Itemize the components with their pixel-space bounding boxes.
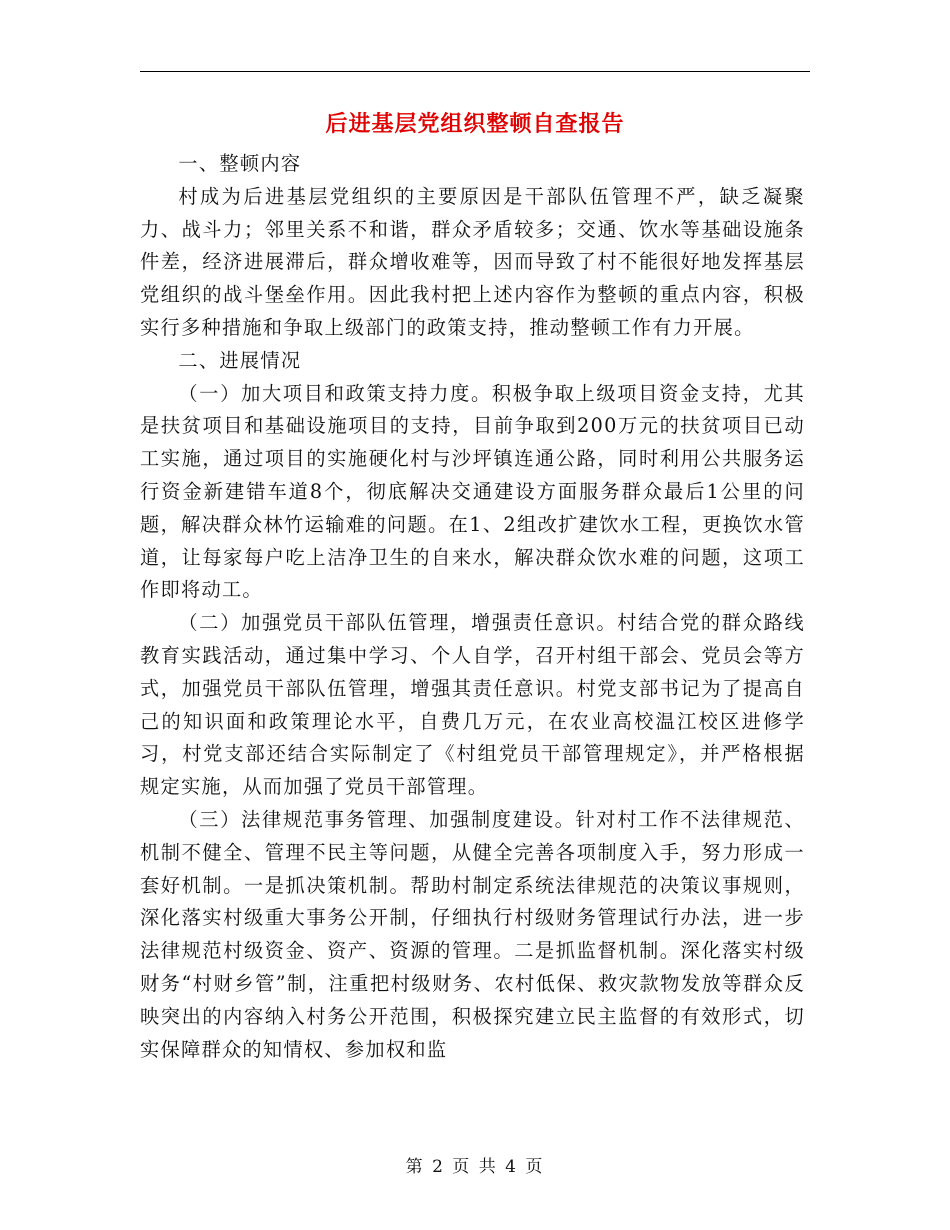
page-footer: 第 2 页 共 4 页 [405,1157,545,1177]
paragraph-4: （三）法律规范事务管理、加强制度建设。针对村工作不法律规范、机制不健全、管理不民主等问题，从健全完善各项制度入手，努力形成一套好机制。一是抓决策机制。帮助村制定系统法律规范的决策议事规则，深化落实村级重大事务公开制，仔细执行村级财务管理试行办法，进一步法律规范村级资金、资产、资源的管理。二是抓监督机制。深化落实村级财务“村财乡管”制，注重把村级财务、农村低保、救灾款物发放等群众反映突出的内容纳入村务公开范围，积极探究建立民主监督的有效形式，切实保障群众的知情权、参加权和监 [140,807,805,1061]
paragraph-1: 村成为后进基层党组织的主要原因是干部队伍管理不严，缺乏凝聚力、战斗力；邻里关系不和谐，群众矛盾较多；交通、饮水等基础设施条件差，经济进展滞后，群众增收难等，因而导致了村不能很好地发挥基层党组织的战斗堡垒作用。因此我村把上述内容作为整顿的重点内容，积极实行多种措施和争取上级部门的政策支持，推动整顿工作有力开展。 [140,184,805,339]
paragraph-3: （二）加强党员干部队伍管理，增强责任意识。村结合党的群众路线教育实践活动，通过集中学习、个人自学，召开村组干部会、党员会等方式，加强党员干部队伍管理，增强其责任意识。村党支部书记为了提高自己的知识面和政策理论水平，自费几万元，在农业高校温江校区进修学习，村党支部还结合实际制定了《村组党员干部管理规定》，并严格根据规定实施，从而加强了党员干部管理。 [140,611,805,799]
document-body [140,148,805,1066]
section-heading-2: 二、进展情况 [178,348,302,372]
document-title: 后进基层党组织整顿自查报告 [325,112,625,137]
header-rule [140,71,810,72]
section-heading-1: 一、整顿内容 [178,152,302,175]
paragraph-2: （一）加大项目和政策支持力度。积极争取上级项目资金支持，尤其是扶贫项目和基础设施项目的支持，目前争取到200万元的扶贫项目已动工实施，通过项目的实施硬化村与沙坪镇连通公路，同时利用公共服务运行资金新建错车道8个，彻底解决交通建设方面服务群众最后1公里的问题，解决群众林竹运输难的问题。在1、2组改扩建饮水工程，更换饮水管道，让每家每户吃上洁净卫生的自来水，解决群众饮水难的问题，这项工作即将动工。 [140,381,805,602]
